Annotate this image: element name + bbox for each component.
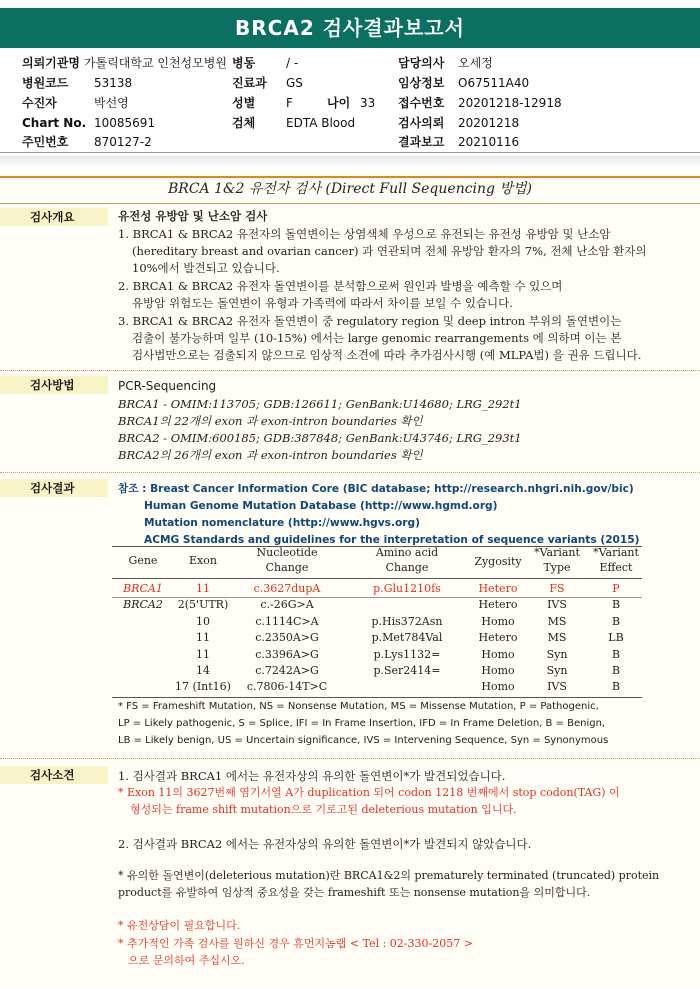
cell-exon: 2(5'UTR): [177, 598, 229, 612]
header-age-value: 33: [360, 96, 376, 110]
column-header: Nucleotide Change: [256, 546, 318, 574]
contact-note: * 추가적인 가족 검사를 원하신 경우 휴먼지놈랩 < Tel : 02-330-2057 >: [118, 937, 473, 950]
footnote-line: LP = Likely pathogenic, S = Splice, IFI = In Frame Insertion, IFD = In Frame Deletion, B = Benign,: [118, 718, 606, 729]
header-mid-0-value: / -: [286, 56, 299, 70]
method-line: BRCA1의 22개의 exon 과 exon-intron boundaries 확인: [118, 414, 423, 428]
header-right-3-value: 20201218: [458, 116, 520, 130]
finding-brca2: 2. 검사결과 BRCA2 에서는 유전자상의 유의한 돌연변이*가 발견되지 않았습니다.: [118, 837, 532, 851]
overview-line: 검사법만으로는 검출되지 않으므로 임상적 소견에 따라 추가검사시행 (예 MLPA법) 을 권유 드립니다.: [132, 348, 642, 362]
overview-line: 검출이 불가능하며 일부 (10-15%) 에서는 large genomic rearrangements 에 의하며 이는 본: [132, 331, 622, 345]
header-left-3-value: 10085691: [94, 116, 156, 130]
cell-exon: 17 (Int16): [175, 680, 231, 694]
header-left-2: 수진자: [22, 96, 57, 110]
header-left-4-value: 870127-2: [94, 135, 152, 149]
cell-variant-type: Syn: [546, 647, 568, 661]
header-left-0: 의뢰기관명: [22, 56, 80, 70]
finding-note: product를 유발하여 임상적 중요성을 갖는 frameshift 또는 nonsense mutation을 의미합니다.: [118, 886, 591, 899]
header-left-2-value: 박선영: [94, 96, 129, 110]
cell-zygosity: Hetero: [478, 598, 518, 612]
header-mid-1: 진료과: [232, 76, 267, 90]
method-heading: PCR-Sequencing: [118, 379, 217, 393]
header-right-0-value: 오세정: [458, 56, 493, 70]
label-result: 검사결과: [0, 479, 108, 497]
cell-amino-acid: p.Met784Val: [371, 631, 443, 645]
cell-zygosity: Hetero: [478, 631, 518, 645]
table-rule: [112, 697, 642, 698]
overview-heading: 유전성 유방암 및 난소암 검사: [118, 209, 268, 223]
overview-line: 2. BRCA1 & BRCA2 유전자 돌연변이를 분석함으로써 원인과 발병을 예측할 수 있으며: [118, 279, 563, 293]
cell-nucleotide: c.7242A>G: [255, 664, 319, 677]
header-right-0: 담당의사: [398, 56, 445, 70]
header-left-0-value: 가톨릭대학교 인천성모병원: [84, 56, 227, 70]
header-right-2-value: 20201218-12918: [458, 96, 562, 110]
cell-variant-effect: B: [611, 664, 621, 677]
cell-amino-acid: p.Glu1210fs: [373, 582, 441, 595]
finding-detail: * Exon 11의 3627번째 염기서열 A가 duplication 되어 codon 1218 번째에서 stop codon(TAG) 이: [118, 786, 620, 799]
column-header: Amino acid Change: [375, 546, 439, 574]
cell-exon: 11: [196, 647, 210, 661]
label-overview: 검사개요: [0, 208, 108, 226]
header-mid-3-value: EDTA Blood: [286, 116, 356, 130]
cell-variant-effect: LB: [608, 631, 624, 645]
section-title: BRCA 1&2 유전자 검사 (Direct Full Sequencing 방법): [168, 181, 532, 197]
cell-variant-effect: B: [611, 647, 621, 661]
header-mid-3: 검체: [232, 116, 256, 130]
column-header: Zygosity: [474, 555, 522, 568]
header-divider: [0, 152, 700, 153]
cell-nucleotide: c.1114C>A: [255, 614, 319, 628]
cell-gene: BRCA2: [123, 598, 163, 612]
reference-link[interactable]: Human Genome Mutation Database (http://www.hgmd.org): [144, 500, 498, 512]
overview-line: 유방암 위험도는 돌연변이 유형과 가족력에 따라서 차이를 보일 수 있습니다.: [132, 296, 513, 310]
footnote-line: LB = Likely benign, US = Uncertain significance, IVS = Intervening Sequence, Syn = Synonymous: [118, 735, 609, 746]
method-line: BRCA2 - OMIM:600185; GDB:387848; GenBank:U43746; LRG_293t1: [118, 431, 522, 445]
counseling-note: * 유전상담이 필요합니다.: [118, 919, 241, 932]
cell-zygosity: Homo: [481, 647, 515, 661]
header-right-2: 접수번호: [398, 96, 445, 110]
header-right-1-value: O67511A40: [458, 76, 530, 90]
report-title: BRCA2 검사결과보고서: [0, 8, 700, 48]
cell-exon: 11: [196, 631, 210, 645]
header-left-1-value: 53138: [94, 76, 133, 90]
cell-zygosity: Homo: [481, 664, 515, 677]
reference-link[interactable]: 참조 : Breast Cancer Information Core (BIC database; http://research.nhgri.nih.gov/bic): [118, 483, 634, 495]
table-rule: [112, 578, 642, 579]
cell-exon: 10: [196, 614, 210, 628]
cell-variant-type: MS: [547, 614, 567, 628]
cell-exon: 11: [196, 582, 210, 595]
header-right-1: 임상정보: [398, 76, 445, 90]
cell-amino-acid: p.His372Asn: [371, 614, 443, 628]
header-left-1: 병원코드: [22, 76, 69, 90]
cell-zygosity: Homo: [481, 680, 515, 694]
cell-amino-acid: p.Ser2414=: [373, 664, 441, 677]
cell-variant-effect: B: [611, 598, 621, 612]
section-rule-bottom: [0, 203, 700, 204]
header-mid-1-value: GS: [286, 76, 303, 90]
finding-note: * 유의한 돌연변이(deleterious mutation)란 BRCA1&2의 prematurely terminated (truncated) protein: [118, 869, 660, 882]
cell-variant-type: IVS: [547, 598, 567, 612]
cell-variant-effect: B: [611, 614, 621, 628]
finding-brca1: 1. 검사결과 BRCA1 에서는 유전자상의 유의한 돌연변이*가 발견되었습니다.: [118, 769, 506, 783]
footnote-line: * FS = Frameshift Mutation, NS = Nonsense Mutation, MS = Missense Mutation, P = Pathogenic,: [118, 701, 599, 712]
cell-exon: 14: [196, 664, 210, 677]
column-header: Gene: [128, 554, 158, 567]
cell-nucleotide: c.3627dupA: [253, 582, 321, 595]
header-left-4: 주민번호: [22, 135, 69, 149]
column-header: Exon: [189, 554, 217, 567]
overview-line: (hereditary breast and ovarian cancer) 과 연관되며 전체 유방암 환자의 7%, 전체 난소암 환자의: [132, 244, 647, 258]
column-header: *Variant Type: [534, 546, 580, 574]
cell-variant-type: MS: [547, 631, 567, 645]
reference-text: ACMG Standards and guidelines for the interpretation of sequence variants (2015): [144, 534, 640, 546]
overview-line: 3. BRCA1 & BRCA2 유전자 돌연변이 중 regulatory region 및 deep intron 부위의 돌연변이는: [118, 314, 622, 328]
cell-zygosity: Hetero: [478, 582, 518, 595]
cell-variant-type: IVS: [547, 680, 567, 694]
header-right-4: 결과보고: [398, 135, 445, 149]
cell-nucleotide: c.2350A>G: [255, 631, 319, 645]
method-line: BRCA1 - OMIM:113705; GDB:126611; GenBank:U14680; LRG_292t1: [118, 397, 522, 411]
header-right-3: 검사의뢰: [398, 116, 445, 130]
header-mid-0: 병동: [232, 56, 256, 70]
method-line: BRCA2의 26개의 exon 과 exon-intron boundaries 확인: [118, 448, 423, 462]
label-findings: 검사소견: [0, 766, 108, 784]
cell-nucleotide: c.3396A>G: [255, 647, 319, 661]
cell-variant-type: Syn: [546, 664, 568, 677]
finding-detail: 형성되는 frame shift mutation으로 기로고된 deleterious mutation 입니다.: [130, 803, 517, 816]
cell-variant-effect: B: [611, 680, 621, 694]
cell-nucleotide: c.7806-14T>C: [246, 680, 328, 694]
header-left-3: Chart No.: [22, 116, 87, 130]
cell-amino-acid: p.Lys1132=: [373, 647, 441, 661]
reference-link[interactable]: Mutation nomenclature (http://www.hgvs.org): [144, 517, 420, 529]
cell-gene: BRCA1: [123, 582, 163, 595]
cell-variant-effect: P: [612, 582, 620, 595]
cell-nucleotide: c.-26G>A: [260, 598, 314, 612]
header-mid-2-value: F: [286, 96, 293, 110]
header-shadow: [0, 156, 700, 168]
header-age: 나이: [327, 96, 351, 110]
divider: [0, 370, 700, 371]
contact-note: 으로 문의하여 주십시오.: [128, 954, 245, 967]
cell-variant-type: FS: [549, 582, 565, 595]
overview-line: 10%에서 발견되고 있습니다.: [132, 261, 280, 275]
divider: [0, 758, 700, 759]
column-header: *Variant Effect: [593, 546, 639, 574]
overview-line: 1. BRCA1 & BRCA2 유전자의 돌연변이는 상염색체 우성으로 유전되는 유전성 유방암 및 난소암: [118, 227, 611, 241]
header-mid-2: 성별: [232, 96, 256, 110]
divider: [0, 472, 700, 473]
header-right-4-value: 20210116: [458, 135, 520, 149]
cell-zygosity: Homo: [481, 614, 515, 628]
label-method: 검사방법: [0, 376, 108, 394]
